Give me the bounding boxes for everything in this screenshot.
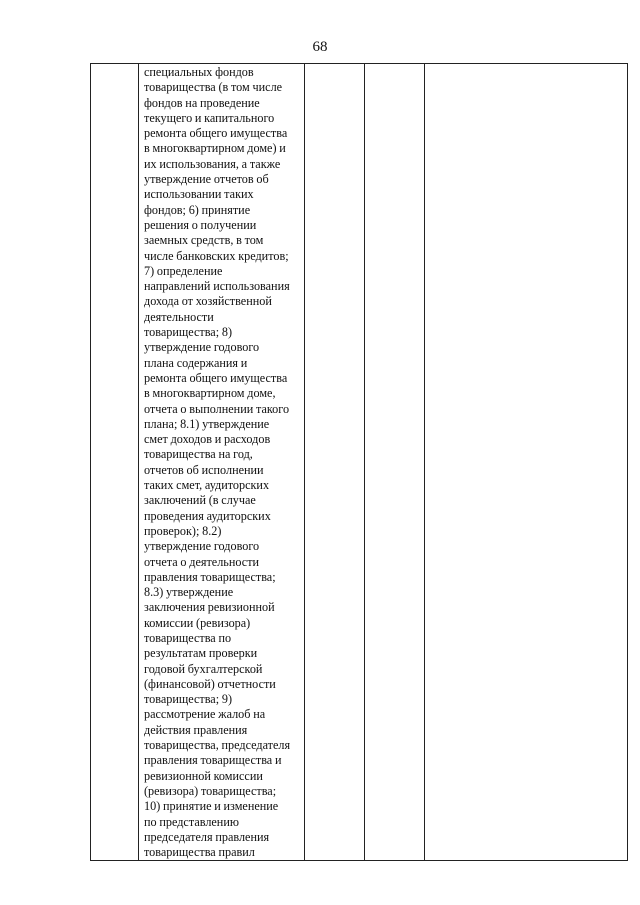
page-number: 68 <box>312 39 328 55</box>
cell-text-description: специальных фондов товарищества (в том числе фондов на проведение текущего и капитального ремонта общего имущества в многоквартирном доме) и их использования, а также утверждение отчетов об использовании таких фондов; 6) принятие решения о получении заемных средств, в том числе банковских кредитов; 7) определение направлений использования дохода от хозяйственной деятельности товарищества; 8) утверждение годового плана содержания и ремонта общего имущества в многоквартирном доме, отчета о выполнении такого плана; 8.1) утверждение смет доходов и расходов товарищества на год, отчетов об исполнении таких смет, аудиторских заключений (в случае проведения аудиторских проверок); 8.2) утверждение годового отчета о деятельности правления товарищества; 8.3) утверждение заключения ревизионной комиссии (ревизора) товарищества по результатам проверки годовой бухгалтерской (финансовой) отчетности товарищества; 9) рассмотрение жалоб на действия правления товарищества, председателя правления товарищества и ревизионной комиссии (ревизора) товарищества; 10) принятие и изменение по представлению председателя правления товарищества правил <box>144 65 291 860</box>
cell-text-5 <box>425 64 627 65</box>
table-cell-description <box>139 64 305 861</box>
table-cell-4 <box>365 64 425 861</box>
table-cell-5 <box>425 64 628 861</box>
document-table <box>90 63 628 861</box>
cell-text-4 <box>365 64 424 65</box>
table-row <box>91 64 628 861</box>
cell-text-3 <box>305 64 364 65</box>
table-cell-3 <box>305 64 365 861</box>
cell-text-number <box>91 64 138 65</box>
table-cell-number <box>91 64 139 861</box>
